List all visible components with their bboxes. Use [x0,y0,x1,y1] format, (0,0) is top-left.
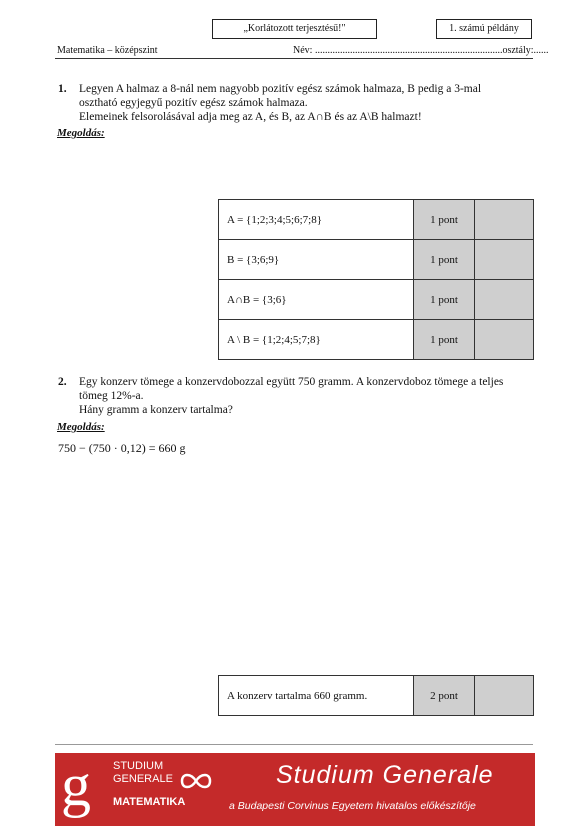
blank-score-cell [475,320,534,360]
score-row [219,320,534,360]
blank-score-cell [475,240,534,280]
footer-subtitle: a Budapesti Corvinus Egyetem hivatalos előkészítője [229,800,476,812]
question-1-line-1: Legyen A halmaz a 8-nál nem nagyobb pozitív egész számok halmaza, B pedig a 3-mal [79,83,482,95]
logo-g-mark: g [61,752,91,818]
footer-banner [55,753,535,826]
score-row [219,240,534,280]
score-row [219,676,534,716]
footer-divider [55,744,533,745]
answer-cell: B = {3;6;9} [219,240,414,280]
score-row [219,280,534,320]
restricted-distribution-label: „Korlátozott terjesztésű!" [212,19,377,39]
answer-cell: A = {1;2;3;4;5;6;7;8} [219,200,414,240]
header-divider [55,58,533,59]
question-2-line-1: Egy konzerv tömege a konzervdobozzal együtt 750 gramm. A konzervdoboz tömege a teljes [79,376,504,388]
blank-score-cell [475,676,534,716]
brand-generale: GENERALE [113,773,173,785]
points-cell: 1 pont [414,200,475,240]
question-2-formula: 750 − (750 · 0,12) = 660 g [58,441,186,455]
points-cell: 1 pont [414,320,475,360]
score-row [219,200,534,240]
answer-cell: A \ B = {1;2;4;5;7;8} [219,320,414,360]
question-2-number: 2. [58,376,67,388]
question-2-line-2: tömeg 12%-a. [79,390,144,402]
question-1-text [79,82,534,124]
copy-number-label: 1. számú példány [436,19,532,39]
points-cell: 2 pont [414,676,475,716]
footer-title: Studium Generale [276,761,494,789]
question-1-score-table [218,199,534,360]
answer-cell: A∩B = {3;6} [219,280,414,320]
subject-label: Matematika – középszint [57,45,158,56]
infinity-icon [179,771,213,791]
blank-score-cell [475,200,534,240]
question-2-text [79,375,534,417]
answer-cell: A konzerv tartalma 660 gramm. [219,676,414,716]
brand-studium: STUDIUM [113,760,164,772]
question-1-solution-label: Megoldás: [57,127,105,139]
question-1-number: 1. [58,83,67,95]
question-1-line-2: osztható egyjegyű pozitív egész számok halmaza. [79,97,308,109]
points-cell: 1 pont [414,280,475,320]
blank-score-cell [475,280,534,320]
name-class-field: Név: ...........................................................................osztály:...... [293,45,549,56]
question-2-solution-label: Megoldás: [57,421,105,433]
question-2-score-table [218,675,534,716]
question-2-line-3: Hány gramm a konzerv tartalma? [79,404,233,416]
question-1-line-3: Elemeinek felsorolásával adja meg az A, és B, az A∩B és az A\B halmazt! [79,111,422,123]
brand-matematika: MATEMATIKA [113,796,186,808]
points-cell: 1 pont [414,240,475,280]
